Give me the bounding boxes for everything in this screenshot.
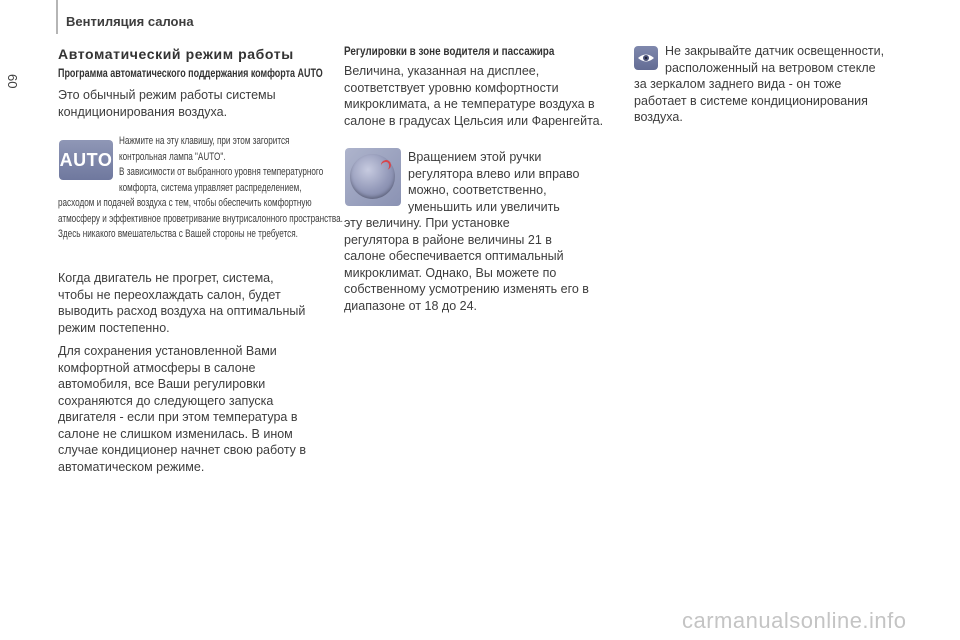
text-line: комфорта, система управляет распределением, — [119, 181, 302, 194]
text-line: Это обычный режим работы системы — [58, 88, 276, 102]
text-line: соответствует уровню комфортности — [344, 80, 559, 95]
eye-icon — [634, 46, 658, 70]
page-number: 60 — [5, 74, 20, 89]
temperature-knob-icon — [345, 148, 401, 206]
watermark: carmanualsonline.info — [682, 608, 907, 633]
text-line: кондиционирования воздуха. — [58, 104, 228, 119]
intro-paragraph — [58, 87, 276, 120]
text-line: случае кондиционер начнет свою работу в — [58, 443, 307, 457]
text-line: Величина, указанная на дисплее, — [344, 64, 540, 78]
text-line: диапазоне от 18 до 24. — [344, 298, 478, 313]
text-line: эту величину. При установке — [344, 216, 510, 230]
text-line: автоматическом режиме. — [58, 459, 205, 474]
text-line: регулятора в районе величины 21 в — [344, 232, 552, 247]
memory-paragraph — [58, 343, 306, 475]
knob-paragraph-continued — [344, 215, 589, 314]
text-line: расходом и подачей воздуха с тем, чтобы обеспечить комфортную — [58, 197, 312, 209]
text-line: автомобиля, все Ваши регулировки — [58, 377, 266, 391]
text-line: атмосферу и эффективное проветривание внутрисалонного пространства. — [58, 212, 343, 225]
text-line: контрольная лампа "AUTO". — [119, 150, 226, 163]
text-line: собственному усмотрению изменять его в — [344, 282, 589, 296]
text-line: за зеркалом заднего вида - он тоже — [634, 77, 842, 91]
knob-paragraph — [408, 149, 579, 215]
text-line: микроклимата, а не температуре воздуха в — [344, 97, 595, 111]
display-value-paragraph — [344, 63, 603, 129]
text-line: воздуха. — [634, 110, 683, 124]
sensor-note-top — [665, 43, 884, 76]
section-title: Вентиляция салона — [66, 14, 194, 29]
text-line: комфортной атмосферы в салоне — [58, 360, 256, 375]
eye-glyph — [637, 52, 655, 64]
subsection-heading: Программа автоматического поддержания комфорта AUTO — [58, 68, 323, 80]
text-line: Для сохранения установленной Вами — [58, 344, 277, 358]
text-line: расположенный на ветровом стекле — [665, 60, 876, 75]
subsection-heading: Регулировки в зоне водителя и пассажира — [344, 46, 555, 58]
text-line: сохраняются до следующего запуска — [58, 393, 274, 408]
text-line: чтобы не переохлаждать салон, будет — [58, 287, 281, 302]
text-line: В зависимости от выбранного уровня температурного — [119, 166, 324, 178]
warmup-paragraph — [58, 270, 305, 336]
section-heading: Автоматический режим работы — [58, 46, 294, 62]
text-line: микроклимат. Однако, Вы можете по — [344, 265, 557, 280]
text-line: Не закрывайте датчик освещенности, — [665, 44, 885, 58]
text-line: Когда двигатель не прогрет, система, — [58, 271, 274, 285]
text-line: уменьшить или увеличить — [408, 199, 560, 214]
section-divider — [56, 0, 58, 34]
text-line: салоне в градусах Цельсия или Фаренгейта. — [344, 113, 604, 128]
text-line: Здесь никакого вмешательства с Вашей стороны не требуется. — [58, 228, 298, 240]
auto-button-icon — [59, 140, 113, 180]
text-line: салоне не слишком изменилась. В ином — [58, 426, 293, 441]
text-line: Вращением этой ручки — [408, 150, 542, 164]
auto-button-label: AUTO — [59, 149, 113, 170]
text-line: Нажмите на эту клавишу, при этом загорится — [119, 135, 290, 147]
text-line: двигателя - если при этом температура в — [58, 410, 298, 424]
text-line: можно, соответственно, — [408, 183, 547, 197]
text-line: выводить расход воздуха на оптимальный — [58, 304, 306, 318]
sensor-note-rest — [634, 76, 868, 126]
text-line: режим постепенно. — [58, 320, 170, 335]
text-line: работает в системе кондиционирования — [634, 93, 868, 108]
text-line: салоне обеспечивается оптимальный — [344, 249, 564, 263]
text-line: регулятора влево или вправо — [408, 166, 580, 181]
